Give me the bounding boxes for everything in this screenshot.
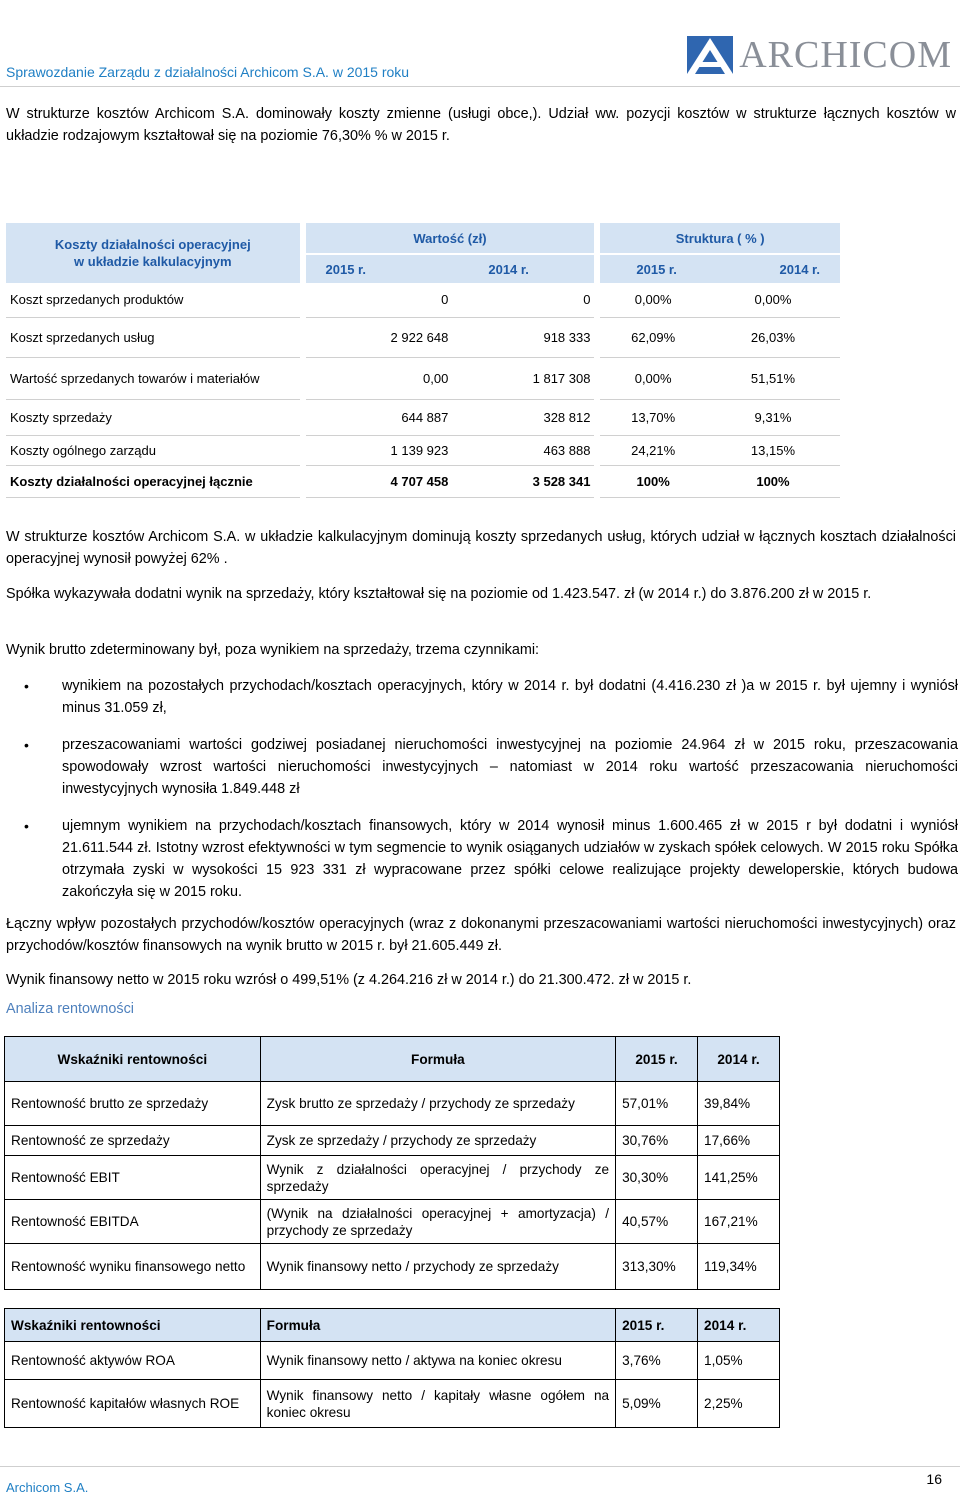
ratio-formula: Wynik finansowy netto / kapitały własne ogółem na koniec okresu [260, 1380, 615, 1428]
archicom-logo-icon [685, 32, 735, 78]
ratio-2015: 3,76% [616, 1342, 698, 1380]
ratio-2015: 57,01% [616, 1082, 698, 1126]
row-structure-2015: 100% [600, 465, 706, 497]
return-ratios-table [4, 1308, 780, 1428]
ratio-2014: 119,34% [698, 1244, 780, 1290]
ratio-formula: Wynik z działalności operacyjnej / przychody ze sprzedaży [260, 1156, 615, 1200]
table-row [6, 399, 840, 435]
table-row [5, 1082, 780, 1126]
table-row [5, 1156, 780, 1200]
table-row [5, 1380, 780, 1428]
row-value-2014: 328 812 [452, 399, 594, 435]
ratio-2015: 30,76% [616, 1126, 698, 1156]
paragraph-cost-structure: W strukturze kosztów Archicom S.A. dominowały koszty zmienne (usługi obce,). Udział ww. pozycji kosztów w strukturze łącznych kosztów w układzie rodzajowym kształtował się na poziomie 76,30% % w 2015 r. [6, 106, 956, 144]
ratio-formula: (Wynik na działalności operacyjnej + amortyzacja) / przychody ze sprzedaży [260, 1200, 615, 1244]
factors-list [0, 675, 958, 903]
cost-table-year-header: 2014 r. [706, 254, 840, 283]
ratio-2014: 17,66% [698, 1126, 780, 1156]
row-value-2015: 0,00 [306, 357, 453, 399]
cost-table-year-header: 2014 r. [452, 254, 594, 283]
column-header: 2015 r. [616, 1309, 698, 1342]
ratio-2014: 141,25% [698, 1156, 780, 1200]
row-structure-2014: 13,15% [706, 435, 840, 465]
row-structure-2014: 51,51% [706, 357, 840, 399]
column-header: 2014 r. [698, 1037, 780, 1082]
ratio-name: Rentowność wyniku finansowego netto [5, 1244, 261, 1290]
column-header: Wskaźniki rentowności [5, 1309, 261, 1342]
profitability-table [4, 1036, 780, 1290]
document-header-title: Sprawozdanie Zarządu z działalności Archicom S.A. w 2015 roku [6, 64, 410, 80]
row-value-2014: 463 888 [452, 435, 594, 465]
row-structure-2014: 100% [706, 465, 840, 497]
cost-table-label-line1: Koszty działalności operacyjnej [54, 237, 251, 252]
cost-table-value-group: Wartość (zł) [306, 223, 595, 254]
cost-table-year-header: 2015 r. [306, 254, 453, 283]
row-structure-2014: 26,03% [706, 317, 840, 357]
paragraph-net-result: Wynik finansowy netto w 2015 roku wzrósł o 499,51% (z 4.264.216 zł w 2014 r.) do 21.300.472. zł w 2015 r. [6, 972, 692, 988]
row-value-2015: 644 887 [306, 399, 453, 435]
footer-company: Archicom S.A. [6, 1480, 89, 1495]
ratio-2015: 30,30% [616, 1156, 698, 1200]
company-logo [685, 30, 952, 80]
row-structure-2015: 62,09% [600, 317, 706, 357]
list-item: • wynikiem na pozostałych przychodach/kosztach operacyjnych, który w 2014 r. był dodatni (4.416.230 zł )a w 2015 r. był ujemny i wyniósł minus 31.059 zł, [0, 675, 958, 719]
cost-table-structure-group: Struktura ( % ) [600, 223, 840, 254]
table-row [6, 435, 840, 465]
row-value-2014: 0 [452, 283, 594, 317]
table-row [5, 1200, 780, 1244]
ratio-formula: Wynik finansowy netto / przychody ze sprzedaży [260, 1244, 615, 1290]
ratio-name: Rentowność EBIT [5, 1156, 261, 1200]
ratio-name: Rentowność brutto ze sprzedaży [5, 1082, 261, 1126]
ratio-name: Rentowność ze sprzedaży [5, 1126, 261, 1156]
column-header: 2015 r. [616, 1037, 698, 1082]
cost-table-label-header [6, 223, 300, 283]
column-header: 2014 r. [698, 1309, 780, 1342]
row-name: Koszt sprzedanych produktów [6, 283, 300, 317]
list-item: • przeszacowaniami wartości godziwej posiadanej nieruchomości inwestycyjnej na poziomie 24.964 zł w 2015 roku, przeszacowania spowodowały wzrost wartości nieruchomości inwestycyjnych – natomiast w 2014 roku wartość przeszacowania nieruchomości inwestycyjnych wynosiła 1.849.448 zł [0, 734, 958, 800]
row-value-2015: 2 922 648 [306, 317, 453, 357]
header-divider [0, 86, 960, 87]
ratio-formula: Wynik finansowy netto / aktywa na koniec okresu [260, 1342, 615, 1380]
paragraph-calc-structure: W strukturze kosztów Archicom S.A. w układzie kalkulacyjnym dominują koszty sprzedanych usług, których udział w łącznych kosztach działalności operacyjnej wynosił powyżej 62% . [6, 529, 956, 567]
logo-text: ARCHICOM [739, 34, 952, 76]
page-number: 16 [926, 1471, 942, 1487]
cost-table [6, 223, 840, 498]
ratio-name: Rentowność aktywów ROA [5, 1342, 261, 1380]
row-structure-2014: 9,31% [706, 399, 840, 435]
row-value-2015: 1 139 923 [306, 435, 453, 465]
ratio-2015: 40,57% [616, 1200, 698, 1244]
paragraph-total-impact: Łączny wpływ pozostałych przychodów/kosztów operacyjnych (wraz z dokonanymi przeszacowaniami wartości nieruchomości inwestycyjnych) oraz przychodów/kosztów finansowych na wynik brutto w 2015 r. był 21.605.449 zł. [6, 916, 956, 954]
paragraph-sales-result: Spółka wykazywała dodatni wynik na sprzedaży, który kształtował się na poziomie od 1.423.547. zł (w 2014 r.) do 3.876.200 zł w 2015 r. [6, 586, 872, 602]
ratio-2015: 313,30% [616, 1244, 698, 1290]
ratio-name: Rentowność EBITDA [5, 1200, 261, 1244]
ratio-formula: Zysk brutto ze sprzedaży / przychody ze sprzedaży [260, 1082, 615, 1126]
column-header: Formuła [260, 1309, 615, 1342]
row-value-2014: 918 333 [452, 317, 594, 357]
row-name: Koszty sprzedaży [6, 399, 300, 435]
row-value-2014: 3 528 341 [452, 465, 594, 497]
ratio-2014: 167,21% [698, 1200, 780, 1244]
table-row [6, 357, 840, 399]
table-row [5, 1342, 780, 1380]
cost-table-label-line2: w układzie kalkulacyjnym [74, 254, 232, 269]
row-value-2015: 4 707 458 [306, 465, 453, 497]
row-name: Koszt sprzedanych usług [6, 317, 300, 357]
row-structure-2015: 0,00% [600, 283, 706, 317]
row-value-2014: 1 817 308 [452, 357, 594, 399]
row-name: Koszty działalności operacyjnej łącznie [6, 465, 300, 497]
row-name: Koszty ogólnego zarządu [6, 435, 300, 465]
row-value-2015: 0 [306, 283, 453, 317]
list-item: • ujemnym wynikiem na przychodach/kosztach finansowych, który w 2014 wynosił minus 1.600.465 zł w 2015 r był dodatni i wyniósł 21.611.544 zł. Istotny wzrost efektywności w tym segmencie to wynik osiąganych udziałów w zyskach spółek celowych. W 2015 roku Spółka otrzymała zyski w wysokości 15 923 331 zł wypracowane przez spółki celowe realizujące projekty deweloperskie, których budowa zakończyła się w 2015 roku. [0, 815, 958, 903]
footer-divider [0, 1466, 960, 1467]
ratio-2014: 39,84% [698, 1082, 780, 1126]
table-row-total [6, 465, 840, 497]
paragraph-gross-result: Wynik brutto zdeterminowany był, poza wynikiem na sprzedaży, trzema czynnikami: [6, 642, 540, 658]
ratio-2014: 2,25% [698, 1380, 780, 1428]
ratio-2015: 5,09% [616, 1380, 698, 1428]
row-name: Wartość sprzedanych towarów i materiałów [6, 357, 300, 399]
ratio-name: Rentowność kapitałów własnych ROE [5, 1380, 261, 1428]
table-row [6, 317, 840, 357]
table-row [5, 1126, 780, 1156]
ratio-2014: 1,05% [698, 1342, 780, 1380]
row-structure-2014: 0,00% [706, 283, 840, 317]
table-row [6, 283, 840, 317]
cost-table-year-header: 2015 r. [600, 254, 706, 283]
column-header: Formuła [260, 1037, 615, 1082]
table-row [5, 1244, 780, 1290]
row-structure-2015: 13,70% [600, 399, 706, 435]
row-structure-2015: 24,21% [600, 435, 706, 465]
column-header: Wskaźniki rentowności [5, 1037, 261, 1082]
row-structure-2015: 0,00% [600, 357, 706, 399]
section-title: Analiza rentowności [6, 1001, 134, 1017]
ratio-formula: Zysk ze sprzedaży / przychody ze sprzedaży [260, 1126, 615, 1156]
